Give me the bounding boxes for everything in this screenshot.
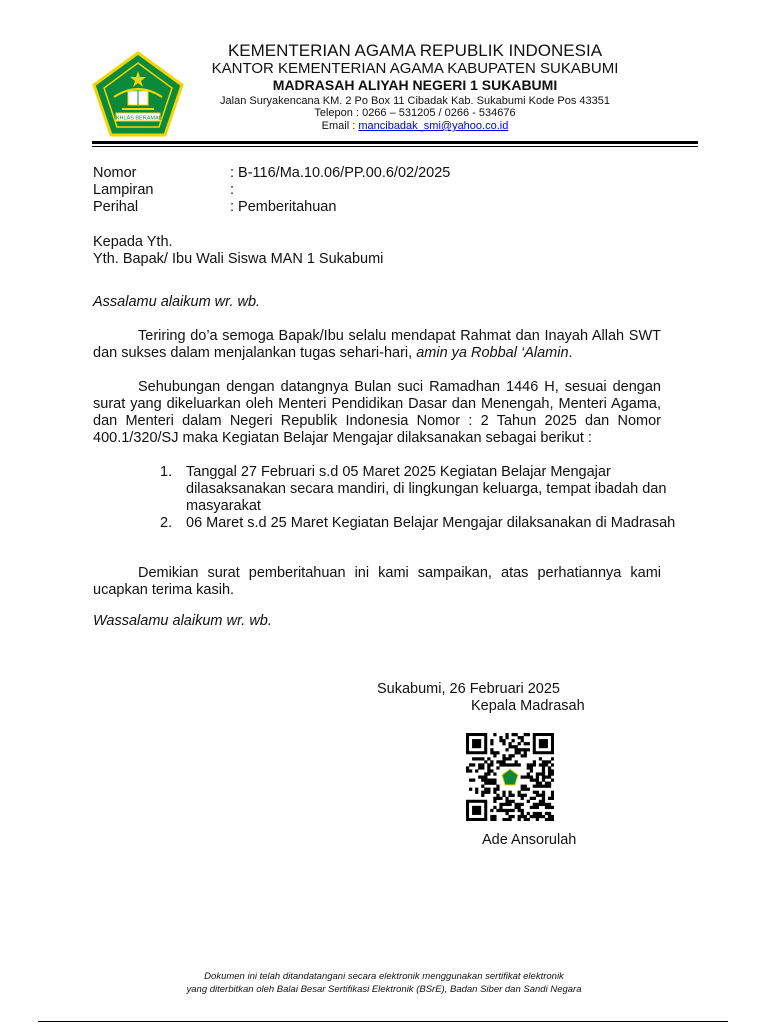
paragraph-opening bbox=[93, 328, 661, 362]
signature-place: Sukabumi, bbox=[377, 681, 450, 697]
paragraph-closing: Demikian surat pemberitahuan ini kami sampaikan, atas perhatiannya kami ucapkan terima kasih. bbox=[93, 565, 661, 598]
greeting: Assalamu alaikum wr. wb. bbox=[93, 294, 261, 310]
paragraph-opening-end: . bbox=[568, 345, 573, 361]
paragraph-opening-italic: amin ya Robbal ‘Alamin bbox=[416, 345, 569, 361]
letterhead-office: KANTOR KEMENTERIAN AGAMA KABUPATEN SUKABUMI bbox=[211, 60, 619, 77]
signature-title: Kepala Madrasah bbox=[471, 698, 585, 714]
letterhead-address: Jalan Suryakencana KM. 2 Po Box 11 Cibadak Kab. Sukabumi Kode Pos 43351 bbox=[220, 95, 610, 107]
footer-line2: yang diterbitkan oleh Balai Besar Sertifikasi Elektronik (BSrE), Badan Siber dan Sandi Negara bbox=[186, 984, 582, 995]
page-bottom-divider bbox=[38, 1021, 728, 1022]
paragraph-context: Sehubungan dengan datangnya Bulan suci Ramadhan 1446 H, sesuai dengan surat yang dikeluarkan oleh Menteri Pendidikan Dasar dan Menengah, Menteri Agama, dan Menteri dalam Negeri Republik Indonesia Nomor : 2 Tahun 2025 dan Nomor 400.1/320/SJ maka Kegiatan Belajar Mengajar dilaksanakan sebagai berikut : bbox=[93, 379, 661, 446]
letterhead-phone: Telepon : 0266 – 531205 / 0266 - 534676 bbox=[314, 107, 516, 119]
letterhead-school: MADRASAH ALIYAH NEGERI 1 SUKABUMI bbox=[272, 77, 558, 93]
header-divider-thin bbox=[92, 146, 698, 147]
closing-salutation: Wassalamu alaikum wr. wb. bbox=[93, 613, 272, 629]
email-label: Email : bbox=[321, 120, 359, 132]
letterhead-email-line bbox=[190, 120, 640, 132]
nomor-label: Nomor bbox=[93, 165, 137, 181]
signature-qr-code bbox=[466, 733, 554, 821]
schedule-list bbox=[160, 464, 680, 532]
list-item-number: 1. bbox=[160, 464, 173, 480]
paragraph-opening-text: Teriring do’a semoga Bapak/Ibu selalu mendapat Rahmat dan Inayah Allah SWT dan sukses dalam menjalankan tugas sehari-hari, bbox=[93, 328, 661, 361]
recipient-line1: Kepada Yth. bbox=[93, 234, 173, 250]
footer-line1: Dokumen ini telah ditandatangani secara elektronik menggunakan sertifikat elektronik bbox=[204, 971, 564, 982]
list-item-text: Tanggal 27 Februari s.d 05 Maret 2025 Kegiatan Belajar Mengajar dilasaksanakan secara mandiri, di lingkungan keluarga, tempat ibadah dan masyarakat bbox=[186, 464, 667, 514]
nomor-value: : B-116/Ma.10.06/PP.00.6/02/2025 bbox=[230, 165, 451, 181]
ministry-logo bbox=[92, 51, 184, 137]
signature-place-date bbox=[377, 681, 560, 698]
list-item bbox=[160, 515, 680, 532]
lampiran-value: : bbox=[230, 182, 235, 198]
recipient-line2: Yth. Bapak/ Ibu Wali Siswa MAN 1 Sukabumi bbox=[93, 251, 384, 267]
perihal-label: Perihal bbox=[93, 199, 139, 215]
lampiran-label: Lampiran bbox=[93, 182, 154, 198]
signature-date: 26 Februari 2025 bbox=[449, 681, 560, 697]
logo-motto: IKHLAS BERAMAL bbox=[114, 115, 162, 122]
letterhead-ministry: KEMENTERIAN AGAMA REPUBLIK INDONESIA bbox=[227, 41, 603, 60]
list-item-number: 2. bbox=[160, 515, 173, 531]
header-divider-thick bbox=[92, 141, 698, 144]
signature-name: Ade Ansorulah bbox=[482, 832, 577, 848]
list-item bbox=[160, 464, 680, 515]
email-link[interactable]: mancibadak_smi@yahoo.co.id bbox=[358, 120, 509, 132]
list-item-text: 06 Maret s.d 25 Maret Kegiatan Belajar Mengajar dilaksanakan di Madrasah bbox=[186, 515, 676, 531]
perihal-value: : Pemberitahuan bbox=[230, 199, 337, 215]
